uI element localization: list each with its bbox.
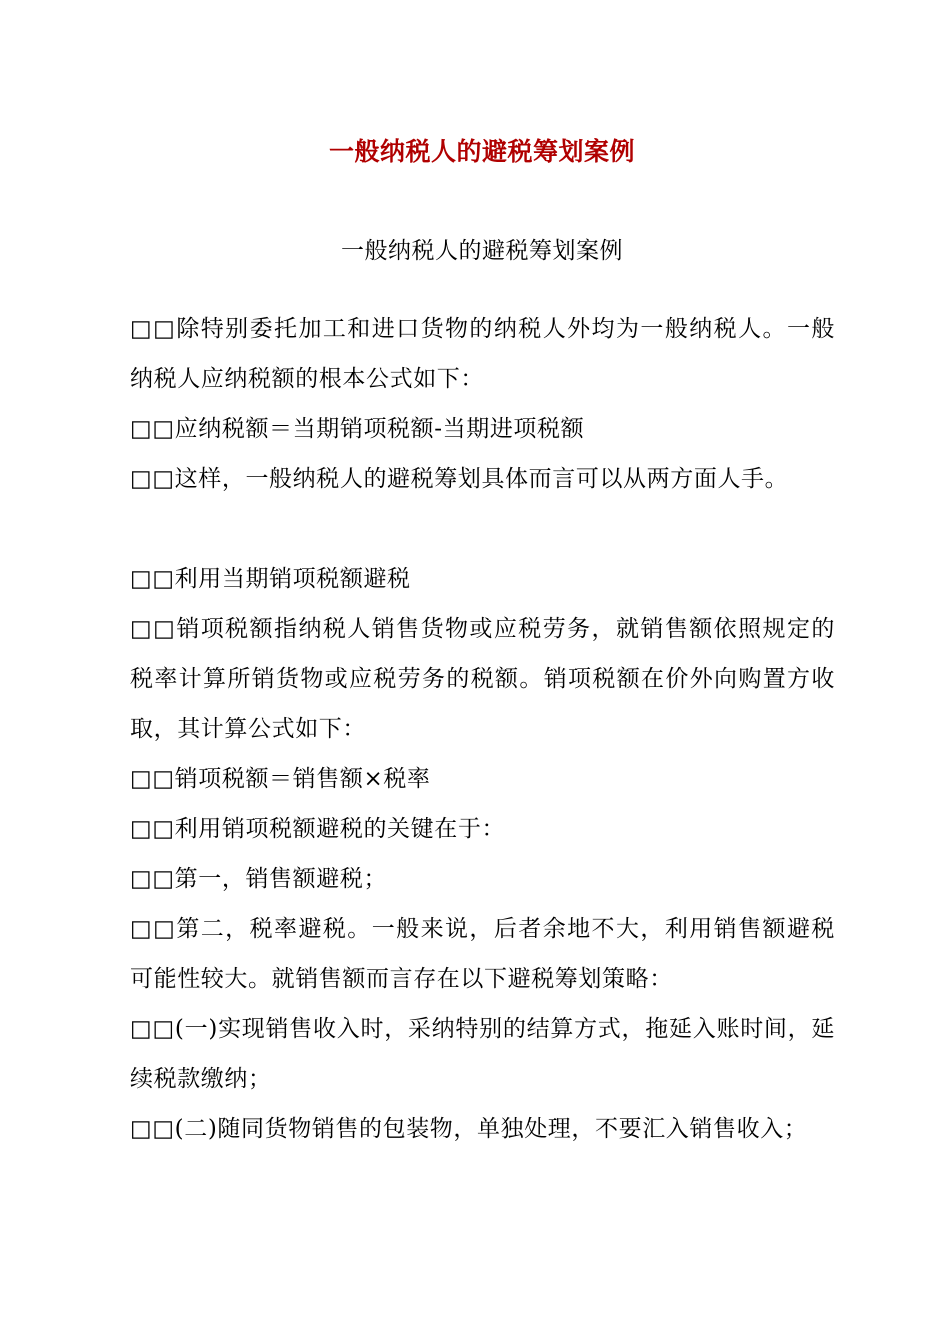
paragraph-key-points: □□利用销项税额避税的关键在于： xyxy=(130,816,506,842)
paragraph-output-tax-definition: □□销项税额指纳税人销售货物或应税劳务，就销售额依照规定的税率计算所销货物或应税劳务的税额。销项税额在价外向购置方收取，其计算公式如下： xyxy=(130,616,835,742)
paragraph-formula-output: □□销项税额＝销售额×税率 xyxy=(130,766,431,792)
paragraph-strategy-two: □□(二)随同货物销售的包装物，单独处理，不要汇入销售收入； xyxy=(130,1116,808,1142)
paragraph-intro: □□除特别委托加工和进口货物的纳税人外均为一般纳税人。一般纳税人应纳税额的根本公式如下： xyxy=(130,316,835,392)
paragraph-point-two: □□第二，税率避税。一般来说，后者余地不大，利用销售额避税可能性较大。就销售额而言存在以下避税筹划策略： xyxy=(130,916,835,992)
document-body xyxy=(130,304,835,1154)
paragraph-section-heading: □□利用当期销项税额避税 xyxy=(130,566,411,592)
document-subtitle: 一般纳税人的避税筹划案例 xyxy=(341,238,623,264)
paragraph-strategy-one: □□(一)实现销售收入时，采纳特别的结算方式，拖延入账时间，延续税款缴纳； xyxy=(130,1016,835,1092)
paragraph-two-aspects: □□这样，一般纳税人的避税筹划具体而言可以从两方面人手。 xyxy=(130,466,789,492)
blank-line xyxy=(130,504,835,554)
paragraph-point-one: □□第一，销售额避税； xyxy=(130,866,388,892)
document-title: 一般纳税人的避税筹划案例 xyxy=(328,137,635,166)
paragraph-formula-payable: □□应纳税额＝当期销项税额-当期进项税额 xyxy=(130,416,585,442)
